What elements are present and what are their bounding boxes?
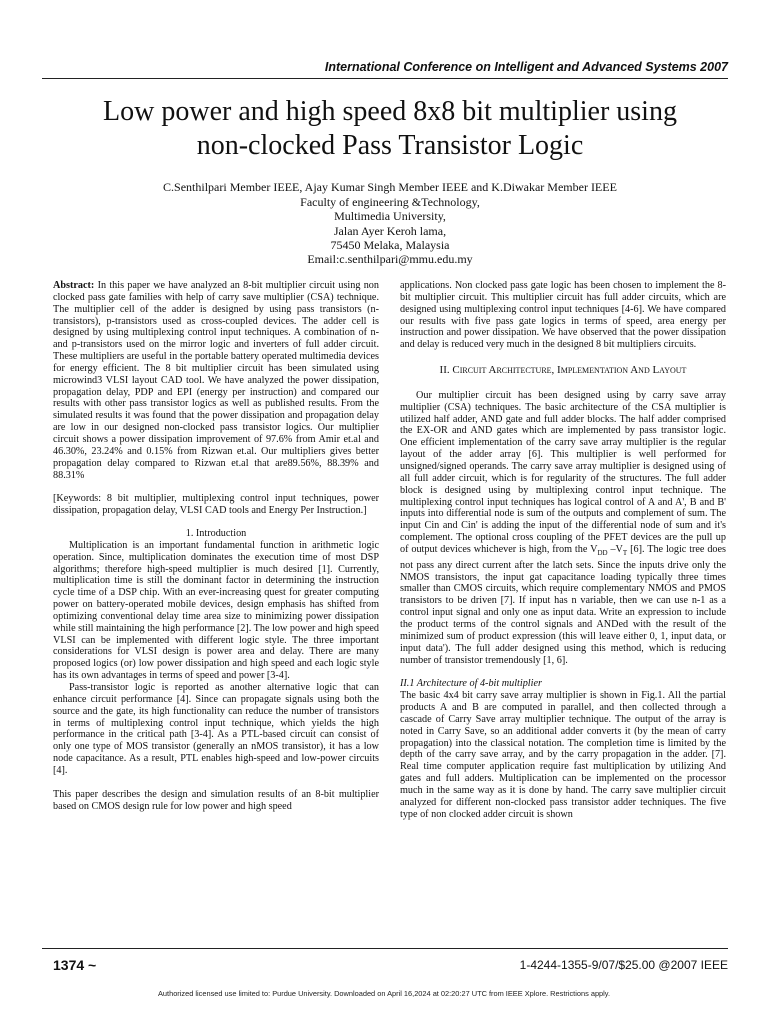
intro-continued: applications. Non clocked pass gate logic has been chosen to implement the 8-bit multiplier circuit. This multiplier circuit has full adder circuits, which are designed using multiplexing control input techniques [4-6]. We have compared our results with five pass gate logics in terms of speed, area energy per instruction and power dissipation. We have observed that the power dissipation and delay is reduced very much in the designed 8 bit multipliers circuits. [400, 280, 726, 351]
intro-paragraph-3: This paper describes the design and simulation results of an 8-bit multiplier based on CMOS design rule for low power and high speed [53, 788, 379, 812]
section-2-paragraph-2: The basic 4x4 bit carry save array multiplier is shown in Fig.1. All the partial products A and B are computed in parallel, and then collected through a cascade of Carry Save array multiplier technique. The output of the array is noted in Carry Save, so an additional adder converts it (by the mean of carry propagation) into the classical notation. The completion time is limited by the depth of the carry save array, and by the carry propagation in the adder. [7]. Real time computer application require fast multiplication by utilizing And gates and full adders. Multiplication can be implemented on the processor much in the same way as it is done by hand. The carry save multiplier circuit analyzed for different non-clocked pass transistor adder techniques. The five type of non clocked adder circuit is shown [400, 690, 726, 820]
title-line-1: Low power and high speed 8x8 bit multiplier using [103, 96, 677, 127]
authors: C.Senthilpari Member IEEE, Ajay Kumar Singh Member IEEE and K.Diwakar Member IEEE [163, 180, 617, 194]
affiliation-street: Jalan Ayer Keroh lama, [333, 223, 447, 238]
subsection-heading: II.1 Architecture of 4-bit multiplier [400, 678, 542, 690]
header-rule [42, 78, 728, 79]
affiliation-university: Multimedia University, [334, 209, 446, 224]
section-1-heading: 1. Introduction [185, 528, 247, 540]
author-block [40, 180, 740, 266]
keywords: [Keywords: 8 bit multiplier, multiplexing control input techniques, power dissipation, propagation delay, VLSI CAD tools and Energy Per Instruction.] [53, 493, 379, 517]
right-column [400, 280, 726, 820]
affiliation-email: Email:c.senthilpari@mmu.edu.my [307, 252, 473, 267]
abstract [53, 280, 379, 481]
section-2-paragraph-1 [400, 390, 726, 666]
license-notice: Authorized licensed use limited to: Purdue University. Downloaded on April 16,2024 at 02:20:27 UTC from IEEE Xplore. Restrictions apply. [157, 989, 611, 998]
abstract-text: In this paper we have analyzed an 8-bit multiplier circuit using non clocked pass gate families with help of carry save multiplier (CSA) technique. The multiplier cell of the adder is designed by using pass transistors (n-transistors), p-transistors used as cross-coupled devices. The adder cell is designed by using multiplexing control input techniques. A combination of n- and p-transistors used on the mirror logic and inverters of full adder circuit. These multipliers are useful in the portable battery operated multimedia devices for energy efficient. The 8 bit multiplier circuit has been simulated using microwind3 VLSI layout CAD tool. We have analyzed the power dissipation, propagation delay, PDP and EPI (energy per instruction) and compared our results with other pass transistor logics as well as published results. From the simulated results it was found that the power dissipation and propagation delay are low in our designed non-clocked pass transistor logics. Our multiplier circuit shows a power dissipation improvement of 97.6% from Amir et.al and 46.30%, 23.24% and 0.15% from Rizwan et.al. Our multipliers gives better propagation delay compared to Rizwan et.al that are89.56%, 88.39% and 88.31% [53, 280, 379, 481]
title-line-2: non-clocked Pass Transistor Logic [196, 130, 584, 161]
section-2-paragraph-1a: Our multiplier circuit has been designed using by carry save array multiplier (CSA) techniques. The basic architecture of the CSA multiplier is utilized half adder, AND gate and full adder blocks. The half adder comprised the EX-OR and AND gates which are implemented by pass transistor logic. One efficient implementation of the carry save array multiplier is the regular layout of the adder array [6]. This multiplier is well performed for unsigned/signed operands. The carry save array multiplier is designed using of all full adder circuit, which is for regularity of the structures. The full adder block is designed using by multiplexing control input technique. The multiplexing control input techniques has logical control of A and A', B and B' inputs into differential node is sum of the outputs and complement of sum. The input Cin and Cin' is adding the input of the differential node of sum and it's complement. The optional cross coupling of the PFET devices are the pull up of output devices whichever is high, from the [400, 389, 726, 555]
vdd-vt-expression: $V_{DD}$ $-V_T$ [590, 543, 628, 557]
section-2-heading: II. Circuit Architecture, Implementation And Layout [439, 364, 687, 377]
isbn-copyright: 1-4244-1355-9/07/$25.00 @2007 IEEE [519, 958, 728, 972]
left-column [53, 280, 379, 812]
section-2-paragraph-1b: [6]. The logic tree does not pass any direct current after the latch sets. Since the inputs drive only the NMOS transistors, the input gat capacitance loading typically three times smaller than CMOS circuits, which require complementary NMOS and PMOS transistors to be driven [7]. If input has n variable, then we can use n-1 as a control input signal and only one as input data. Write an expression to include the product terms of the control signals and ANDed with the result of the minimized sum of product expression (this will leave either 0, 1, input data, or input data'). The full adder designed using this method, which is reducing number of transistor tremendously [1, 6]. [400, 543, 727, 666]
affiliation-city: 75450 Melaka, Malaysia [330, 237, 450, 252]
intro-paragraph-2: Pass-transistor logic is reported as another alternative logic that can enhance circuit performance [4]. Since can propagate signals using both the source and the gate, its high functionality can reduce the number of transistors in terms of multiplexing control input technique, which yields the high performance in the critical path [3-4]. As a PTL-based circuit can consist of only one type of MOS transistor (generally an nMOS transistor), it has a low node capacitance. As a result, PTL enables high-speed and low-power circuits [4]. [53, 682, 379, 776]
abstract-label: Abstract: [53, 280, 95, 291]
affiliation-faculty: Faculty of engineering &Technology, [300, 195, 480, 210]
paper-title [40, 95, 740, 163]
conference-header: International Conference on Intelligent and Advanced Systems 2007 [324, 60, 728, 74]
intro-paragraph-1: Multiplication is an important fundamental function in arithmetic logic operation. Since, multiplication dominates the execution time of most DSP algorithms; therefore high-speed multiplier is much desired [1]. Currently, multiplication time is still the dominant factor in determining the instruction cycle time of a DSP chip. With an ever-increasing quest for greater computing power on battery-operated mobile devices, design emphasis has shifted from optimizing conventional delay time area size to minimizing power dissipation while still maintaining the high performance [2]. The low power and high speed VLSI can be implemented with different logic style. The three important considerations for VLSI design is power area and delay. There are many proposed logics (or) low power dissipation and high speed and each logic style has its own advantages in terms of speed and power [3-4]. [53, 539, 380, 682]
footer-rule [42, 948, 728, 949]
page-number: 1374 ~ [53, 957, 97, 973]
